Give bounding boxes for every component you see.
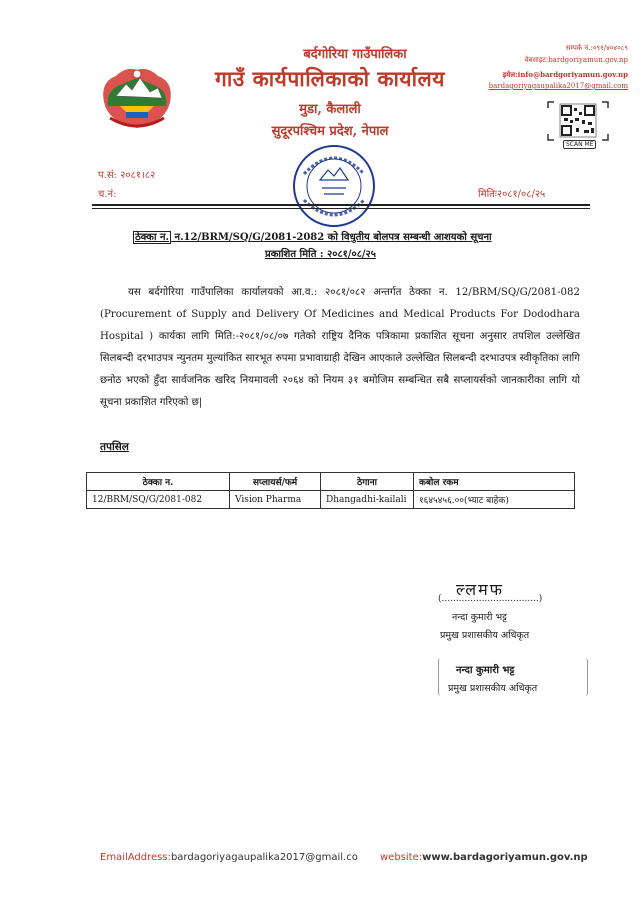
col-contract-no: ठेक्का न. [87, 473, 230, 491]
cell-supplier: Vision Pharma [230, 491, 321, 509]
tapasil-heading: तपसिल [100, 441, 129, 453]
cell-bid-amount: १६४५४५६.००(भ्याट बाहेक) [414, 491, 575, 509]
office-stamp [286, 140, 382, 232]
stamp-name: नन्दा कुमारी भट्ट [456, 665, 515, 676]
notice-paragraph: यस बर्दगोरिया गाउँपालिका कार्यालयको आ.व.: २०८१/०८२ अन्तर्गत ठेक्का न. 12/BRM/SQ/G/2081-082 (Procurement of Supply and Delivery Of Medicines and Medical Products For Dododhara Hospital ) कार्यका लागि मिति:-२०८१/०८/०७ गतेको राष्ट्रिय दैनिक पत्रिकामा प्रकाशित सूचना अनुसार तपशिल उल्लेखित सिलबन्दी दरभाउपत्र न्युनतम मुल्यांकित सारभूत रुपमा प्रभावाग्राही देखिन आएकाले उल्लेखित सिलबन्दी दरभाउपत्र स्वीकृतिका लागि छनोठ भएको हुँदा सार्वजनिक खरिद नियमावली २०६४ को नियम ३१ बमोजिम सम्बन्धित सबै सप्लायर्सको जानकारीका लागि यो सूचना प्रकाशित गरिएको छ| [100, 287, 580, 408]
footer-email-label: EmailAddress: [100, 852, 171, 863]
table-row [87, 491, 575, 509]
signatory-title: प्रमुख प्रशासकीय अधिकृत [440, 630, 530, 641]
office-title: गाउँ कार्यपालिकाको कार्यालय [215, 66, 445, 91]
footer-email [100, 852, 358, 863]
notice-title-lead: ठेक्का न. [135, 232, 170, 243]
dispatch-number: च.नं: [98, 189, 117, 200]
col-address: ठेगाना [321, 473, 414, 491]
notice-body [100, 282, 580, 414]
footer-web-label: website: [380, 852, 423, 863]
table-header-row [87, 473, 575, 491]
qr-code [546, 100, 610, 150]
district-line: मुडा, कैलाली [299, 102, 361, 117]
signature-line: (..................................) [438, 594, 543, 604]
stamp-title: प्रमुख प्रशासकीय अधिकृत [448, 683, 538, 694]
notice-title-rest: न.12/BRM/SQ/G/2081-2082 को विधुतीय बोलपत्र सम्बन्धी आशयको सूचना [171, 232, 492, 243]
col-supplier: सप्लायर्स/फर्म [230, 473, 321, 491]
letter-date: मितिः२०८१/०८/२५ [478, 189, 546, 200]
qr-caption: SCAN ME [563, 140, 596, 149]
province-line: सुदूरपश्चिम प्रदेश, नेपाल [271, 124, 389, 139]
published-date: प्रकाशित मिति : २०८१/०८/२५ [265, 249, 376, 260]
header-divider-thin [92, 208, 590, 209]
signature-scribble: ल्लमफ [456, 580, 504, 599]
nepal-emblem-logo [96, 62, 178, 132]
col-bid-amount: कबोल रकम [414, 473, 575, 491]
footer-email-value: bardagoriyagaupalika2017@gmail.co [170, 852, 358, 863]
contact-phone: सम्पर्क नं.:०९१/४०४०८९ [565, 44, 628, 52]
footer-web-value: www.bardagoriyamun.gov.np [422, 852, 588, 863]
contact-website: वेबसाइट:bardgoriyamun.gov.np [524, 56, 628, 64]
award-table [86, 472, 575, 509]
contact-email-2: bardagoriyagaupalika2017@gmail.com [488, 82, 628, 90]
footer-website [380, 852, 588, 863]
ref-number: प.सं: २०८१।८२ [98, 170, 156, 181]
header-divider [92, 204, 590, 206]
org-name: बर्दगोरिया गाउँपालिका [303, 47, 407, 62]
cell-address: Dhangadhi-kailali [321, 491, 414, 509]
cell-contract-no: 12/BRM/SQ/G/2081-082 [87, 491, 230, 509]
contact-email: इमेल:info@bardgoriyamun.gov.np [502, 70, 628, 79]
signatory-name: नन्दा कुमारी भट्ट [452, 612, 507, 623]
notice-title [133, 229, 492, 243]
